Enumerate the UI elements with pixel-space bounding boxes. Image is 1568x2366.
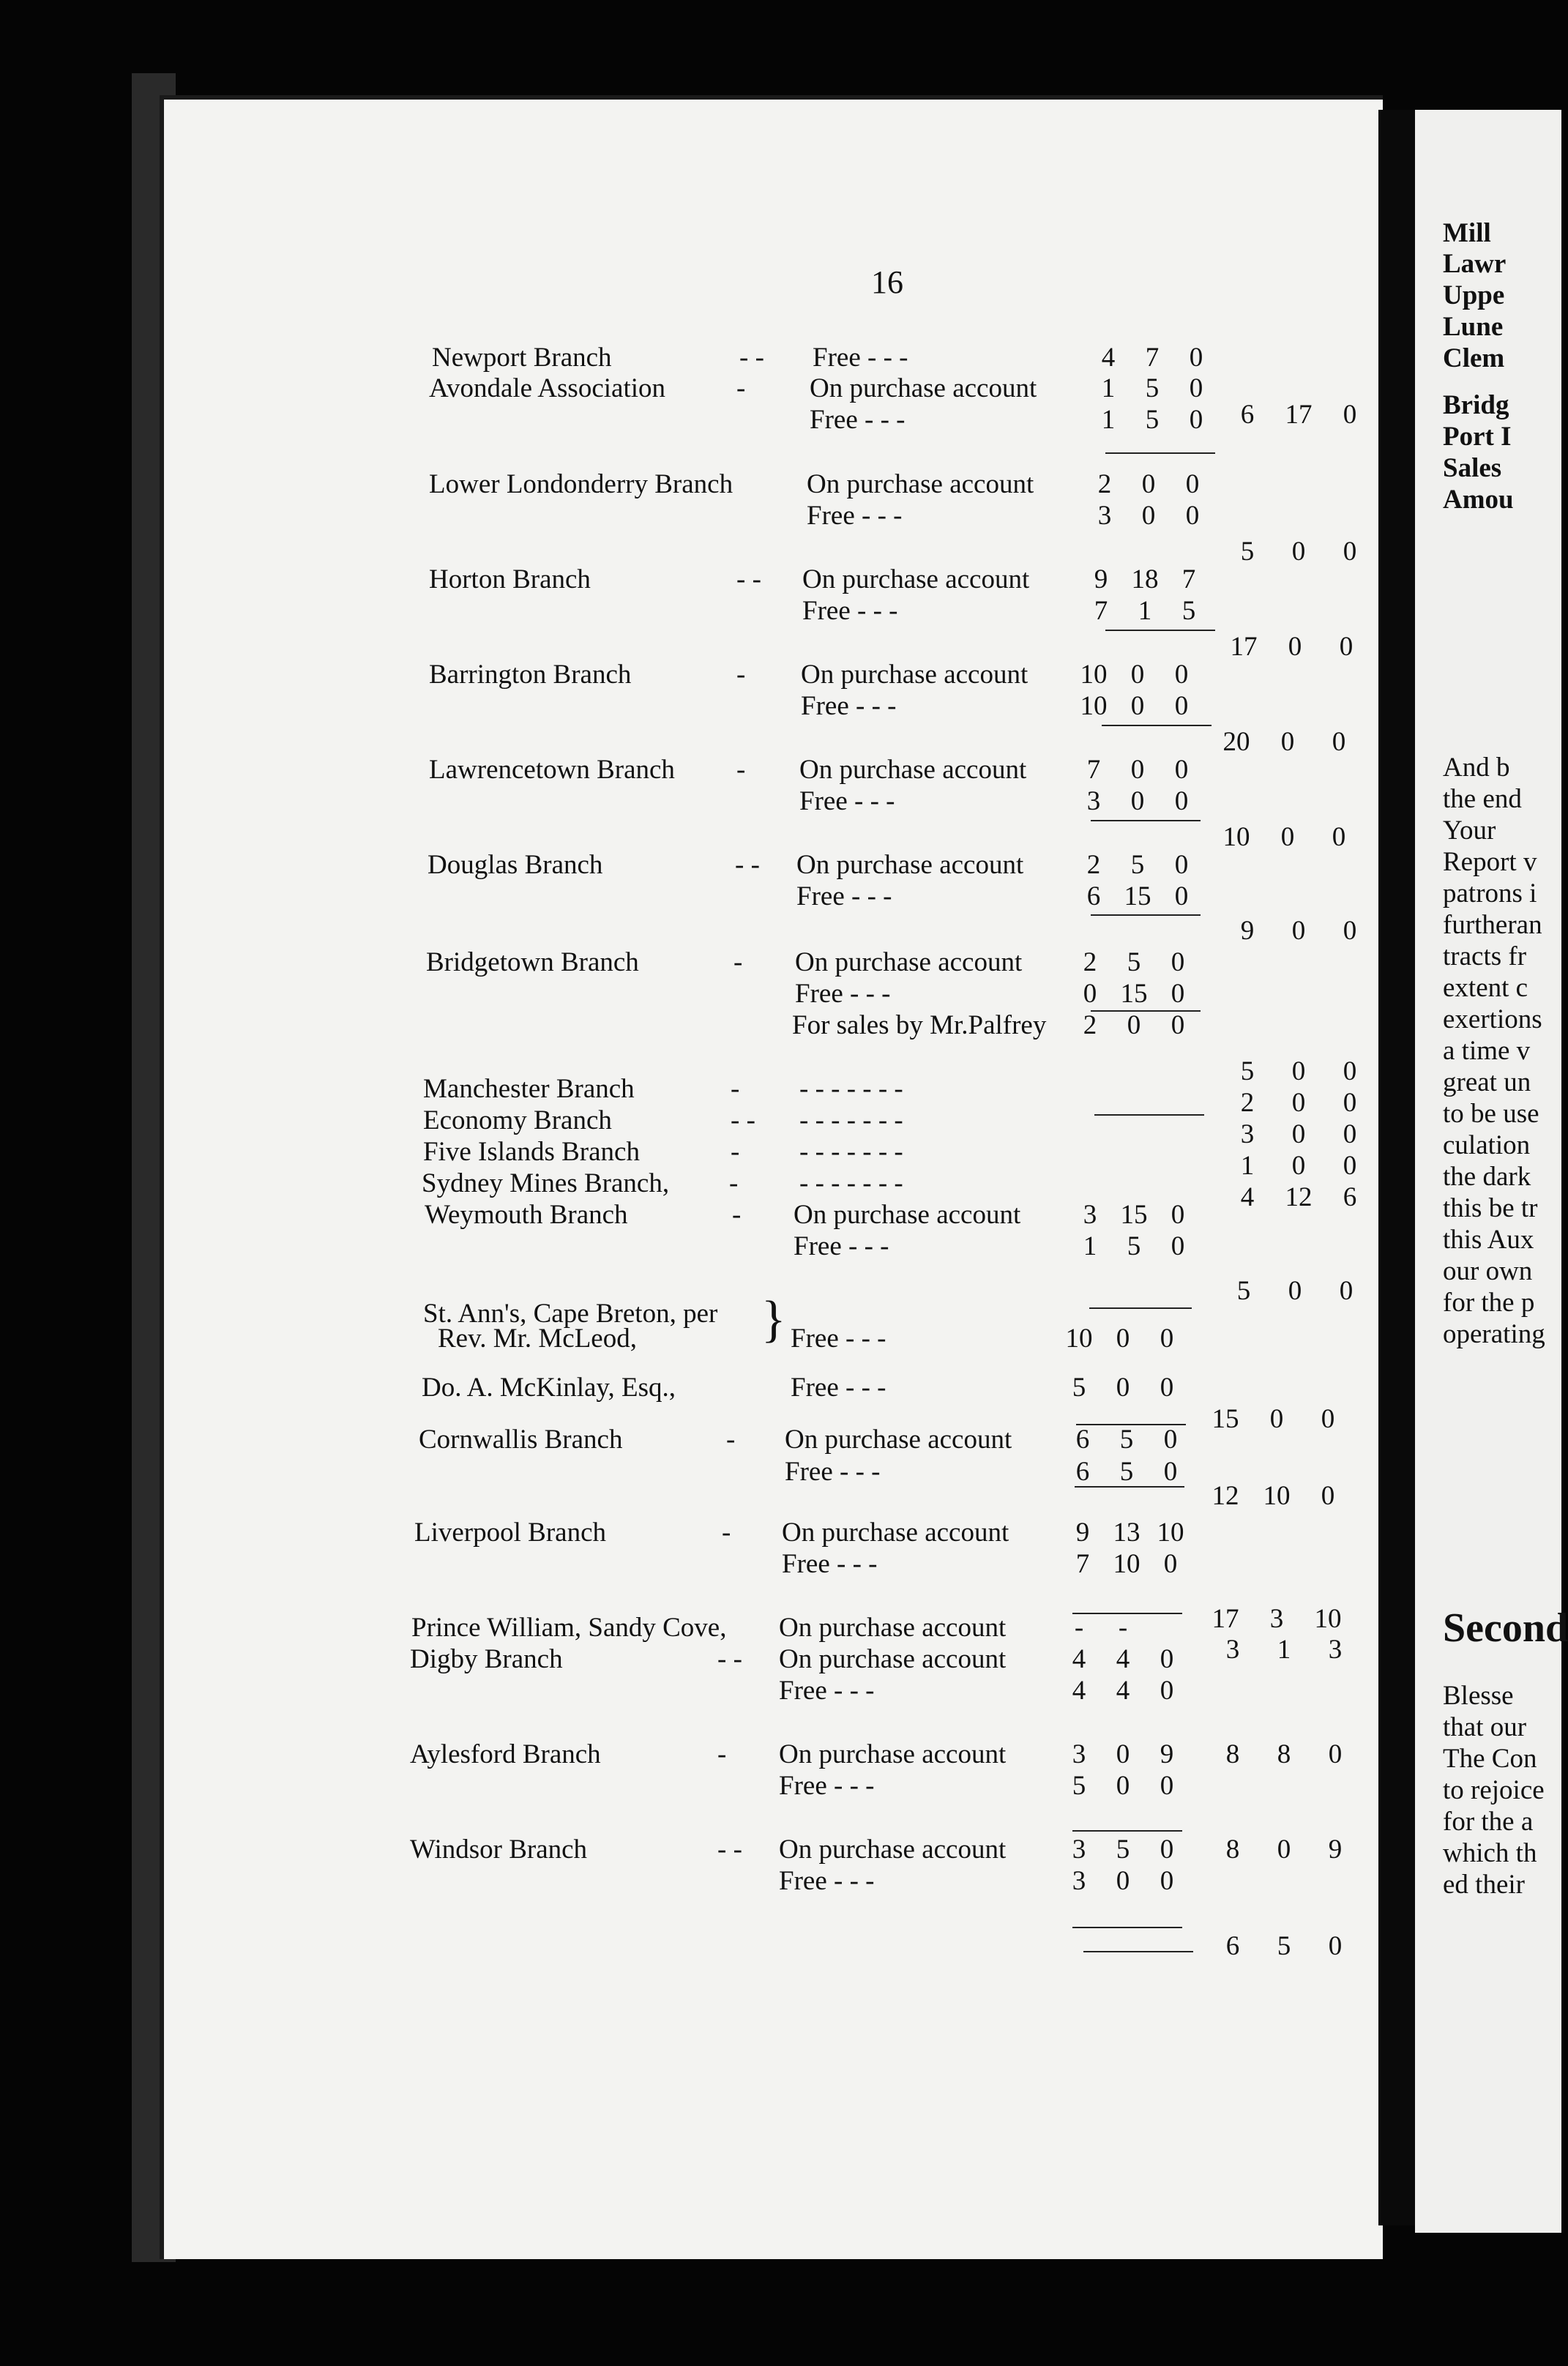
total-shillings: 0 <box>1280 727 1295 757</box>
right-page-text: Lune <box>1443 312 1504 342</box>
right-page-text: for the a <box>1443 1807 1534 1837</box>
account-type: Free - - - <box>813 343 908 373</box>
amount-pounds: 5 <box>1072 1771 1086 1801</box>
amount-pounds: 10 <box>1080 660 1108 690</box>
branch-name: Windsor Branch <box>410 1835 588 1865</box>
total-pence: 6 <box>1343 1182 1357 1212</box>
account-type: Free - - - <box>779 1676 875 1706</box>
amount-shillings: 13 <box>1113 1518 1140 1548</box>
right-page-text: the end <box>1443 784 1522 814</box>
right-page-text: our own <box>1443 1256 1533 1286</box>
total-shillings: 17 <box>1285 400 1313 430</box>
amount-shillings: 0 <box>1141 469 1156 499</box>
total-pence: 3 <box>1328 1635 1343 1665</box>
amount-shillings: 7 <box>1145 343 1160 373</box>
amount-shillings: 0 <box>1116 1866 1130 1896</box>
subtotal-rule <box>1091 1010 1201 1012</box>
branch-name: Douglas Branch <box>428 850 603 880</box>
branch-dashes: - - <box>735 850 760 880</box>
amount-shillings: 0 <box>1130 755 1145 785</box>
total-shillings: 0 <box>1288 632 1302 662</box>
amount-pounds: 6 <box>1075 1425 1090 1455</box>
amount-pence: 0 <box>1174 660 1189 690</box>
right-page-text: Sales <box>1443 453 1502 483</box>
account-type: Free - - - <box>801 691 897 721</box>
subtotal-rule <box>1105 630 1215 631</box>
account-type: On purchase account <box>801 660 1028 690</box>
amount-pence: 0 <box>1189 405 1203 435</box>
amount-pence: 7 <box>1181 564 1196 594</box>
total-pounds: 5 <box>1240 537 1255 567</box>
amount-pounds: 2 <box>1097 469 1112 499</box>
amount-pounds: 0 <box>1083 979 1097 1009</box>
total-shillings: 0 <box>1291 1056 1306 1086</box>
amount-pence: 0 <box>1163 1457 1178 1487</box>
account-type: Free - - - <box>794 1231 889 1261</box>
right-page-text: this Aux <box>1443 1225 1534 1255</box>
account-type: - - - - - - - <box>799 1105 903 1135</box>
subtotal-rule <box>1091 820 1201 821</box>
branch-name: Lawrencetown Branch <box>429 755 675 785</box>
amount-shillings: 0 <box>1116 1739 1130 1769</box>
account-type: Free - - - <box>807 501 903 531</box>
branch-name: Five Islands Branch <box>423 1137 640 1167</box>
account-type: On purchase account <box>802 564 1030 594</box>
account-type: Free - - - <box>785 1457 881 1487</box>
amount-pence: 0 <box>1174 786 1189 816</box>
amount-shillings: 15 <box>1124 881 1151 911</box>
amount-pounds: 5 <box>1072 1373 1086 1403</box>
branch-name: Horton Branch <box>429 564 591 594</box>
account-type: On purchase account <box>799 755 1027 785</box>
account-type: Free - - - <box>796 881 892 911</box>
amount-shillings: 0 <box>1130 786 1145 816</box>
total-pounds: 2 <box>1240 1088 1255 1118</box>
account-type: On purchase account <box>794 1200 1021 1230</box>
amount-pence: 0 <box>1160 1866 1174 1896</box>
right-page-text: The Con <box>1443 1744 1537 1774</box>
total-pounds: 17 <box>1230 632 1258 662</box>
amount-pence: 0 <box>1160 1373 1174 1403</box>
account-type: Free - - - <box>779 1771 875 1801</box>
amount-pounds: 2 <box>1083 1010 1097 1040</box>
amount-shillings: - <box>1118 1613 1128 1643</box>
right-page-text: a time v <box>1443 1036 1531 1066</box>
amount-shillings: 0 <box>1116 1771 1130 1801</box>
total-pence: 0 <box>1343 1119 1357 1149</box>
amount-shillings: 5 <box>1145 373 1160 403</box>
amount-pence: 0 <box>1171 947 1185 977</box>
amount-pence: 0 <box>1163 1425 1178 1455</box>
branch-dashes: - - <box>717 1644 742 1674</box>
amount-pence: 0 <box>1171 1231 1185 1261</box>
right-page-text: Clem <box>1443 343 1505 373</box>
total-pence: 0 <box>1321 1404 1335 1434</box>
subtotal-rule <box>1076 1424 1186 1425</box>
right-page-text: culation <box>1443 1130 1531 1160</box>
amount-shillings: 10 <box>1113 1549 1140 1579</box>
total-shillings: 0 <box>1277 1835 1291 1865</box>
total-pence: 0 <box>1343 916 1357 946</box>
total-pence: 0 <box>1321 1481 1335 1511</box>
account-type: On purchase account <box>795 947 1023 977</box>
total-pence: 0 <box>1343 537 1357 567</box>
subtotal-rule <box>1105 452 1215 454</box>
subtotal-rule <box>1094 1114 1204 1116</box>
right-page <box>1415 110 1568 2233</box>
total-pence: 9 <box>1328 1835 1343 1865</box>
right-page-text: And b <box>1443 753 1510 783</box>
right-page-text: patrons i <box>1443 878 1537 908</box>
amount-pence: 0 <box>1189 343 1203 373</box>
branch-dashes: - - <box>717 1835 742 1865</box>
amount-pence: 0 <box>1160 1324 1174 1354</box>
amount-shillings: 15 <box>1120 1200 1148 1230</box>
amount-pence: 0 <box>1171 979 1185 1009</box>
total-pounds: 5 <box>1240 1056 1255 1086</box>
total-pounds: 15 <box>1212 1404 1239 1434</box>
subtotal-rule <box>1072 1613 1182 1614</box>
account-type: Free - - - <box>779 1866 875 1896</box>
total-pence: 0 <box>1332 727 1346 757</box>
amount-shillings: 5 <box>1116 1835 1130 1865</box>
amount-pounds: 3 <box>1097 501 1112 531</box>
amount-pounds: 6 <box>1075 1457 1090 1487</box>
amount-pounds: 3 <box>1072 1866 1086 1896</box>
branch-name: Sydney Mines Branch, <box>422 1168 670 1198</box>
branch-dashes: - <box>736 755 746 785</box>
total-pounds: 20 <box>1222 727 1250 757</box>
amount-pounds: 9 <box>1075 1518 1090 1548</box>
amount-shillings: 0 <box>1141 501 1156 531</box>
total-pounds: 6 <box>1240 400 1255 430</box>
right-page-text: Bridg <box>1443 390 1509 420</box>
amount-pence: 5 <box>1181 596 1196 626</box>
amount-pounds: 10 <box>1065 1324 1093 1354</box>
total-pence: 0 <box>1339 1276 1354 1306</box>
branch-dashes: - <box>732 1200 742 1230</box>
total-shillings: 0 <box>1291 537 1306 567</box>
account-type: On purchase account <box>782 1518 1009 1548</box>
account-type: - - - - - - - <box>799 1168 903 1198</box>
amount-pence: 0 <box>1189 373 1203 403</box>
branch-name: Bridgetown Branch <box>426 947 639 977</box>
amount-pounds: 1 <box>1101 405 1116 435</box>
right-page-text: furtheran <box>1443 910 1542 940</box>
total-pounds: 10 <box>1222 822 1250 852</box>
right-page-text: Amou <box>1443 485 1514 515</box>
right-page-text: Your <box>1443 816 1496 846</box>
right-page-text: this be tr <box>1443 1193 1538 1223</box>
total-pounds: 1 <box>1240 1151 1255 1181</box>
total-pounds: 6 <box>1225 1931 1240 1961</box>
total-shillings: 10 <box>1263 1481 1291 1511</box>
total-shillings: 0 <box>1291 1088 1306 1118</box>
amount-shillings: 15 <box>1120 979 1148 1009</box>
total-shillings: 0 <box>1288 1276 1302 1306</box>
total-pounds: 3 <box>1240 1119 1255 1149</box>
subtotal-rule <box>1072 1830 1182 1832</box>
branch-name: Weymouth Branch <box>425 1200 628 1230</box>
branch-dashes: - <box>731 1137 740 1167</box>
right-page-text: the dark <box>1443 1162 1531 1192</box>
right-page-text: Mill <box>1443 218 1491 248</box>
account-type: On purchase account <box>779 1613 1007 1643</box>
amount-shillings: 4 <box>1116 1676 1130 1706</box>
branch-name: Rev. Mr. McLeod, <box>438 1324 637 1354</box>
branch-name: Manchester Branch <box>423 1074 635 1104</box>
amount-shillings: 5 <box>1119 1425 1134 1455</box>
amount-pence: 9 <box>1160 1739 1174 1769</box>
account-type: On purchase account <box>779 1835 1007 1865</box>
right-page-text: ed their <box>1443 1870 1525 1900</box>
total-pounds: 8 <box>1225 1739 1240 1769</box>
amount-pence: 0 <box>1174 691 1189 721</box>
amount-pounds: 1 <box>1101 373 1116 403</box>
total-shillings: 0 <box>1280 822 1295 852</box>
amount-pence: 0 <box>1174 755 1189 785</box>
total-pence: 0 <box>1339 632 1354 662</box>
account-type: Free - - - <box>782 1549 878 1579</box>
total-shillings: 0 <box>1291 1151 1306 1181</box>
right-page-text: to be use <box>1443 1099 1539 1129</box>
branch-name: Economy Branch <box>423 1105 612 1135</box>
amount-pounds: 3 <box>1083 1200 1097 1230</box>
account-type: Free - - - <box>791 1373 886 1403</box>
right-page-text: Blesse <box>1443 1681 1514 1711</box>
account-type: Free - - - <box>791 1324 886 1354</box>
total-pence: 0 <box>1343 1056 1357 1086</box>
amount-shillings: 5 <box>1119 1457 1134 1487</box>
amount-pounds: 6 <box>1086 881 1101 911</box>
account-type: Free - - - <box>810 405 906 435</box>
right-page-heading: Second <box>1443 1605 1568 1651</box>
amount-pence: 0 <box>1171 1200 1185 1230</box>
total-pence: 0 <box>1343 1151 1357 1181</box>
branch-name: Liverpool Branch <box>414 1518 606 1548</box>
right-page-text: Report v <box>1443 847 1537 877</box>
amount-pence: 0 <box>1174 881 1189 911</box>
total-shillings: 0 <box>1269 1404 1284 1434</box>
account-type: On purchase account <box>796 850 1024 880</box>
total-pounds: 12 <box>1212 1481 1239 1511</box>
amount-shillings: 5 <box>1145 405 1160 435</box>
subtotal-rule <box>1072 1927 1182 1928</box>
account-type: On purchase account <box>785 1425 1012 1455</box>
branch-dashes: - <box>726 1425 736 1455</box>
amount-shillings: 0 <box>1116 1324 1130 1354</box>
total-pounds: 4 <box>1240 1182 1255 1212</box>
page-number: 16 <box>871 264 903 300</box>
subtotal-rule <box>1091 914 1201 916</box>
total-pence: 0 <box>1343 400 1357 430</box>
total-pounds: 3 <box>1225 1635 1240 1665</box>
amount-pounds: 10 <box>1080 691 1108 721</box>
amount-pence: 0 <box>1160 1835 1174 1865</box>
amount-shillings: 0 <box>1116 1373 1130 1403</box>
account-type: On purchase account <box>779 1739 1007 1769</box>
right-page-text: tracts fr <box>1443 941 1527 971</box>
account-type: On purchase account <box>779 1644 1007 1674</box>
branch-dashes: - <box>731 1074 740 1104</box>
total-pounds: 8 <box>1225 1835 1240 1865</box>
branch-dashes: - <box>733 947 743 977</box>
branch-name: Digby Branch <box>410 1644 563 1674</box>
amount-pounds: 7 <box>1075 1549 1090 1579</box>
branch-name: Lower Londonderry Branch <box>429 469 733 499</box>
account-type: Free - - - <box>795 979 891 1009</box>
subtotal-rule <box>1075 1486 1184 1488</box>
right-page-text: which th <box>1443 1838 1537 1868</box>
amount-pence: 10 <box>1157 1518 1184 1548</box>
account-type: On purchase account <box>807 469 1034 499</box>
branch-name: Barrington Branch <box>429 660 632 690</box>
total-shillings: 0 <box>1291 1119 1306 1149</box>
branch-name: St. Ann's, Cape Breton, per <box>423 1299 718 1329</box>
total-pence: 0 <box>1328 1739 1343 1769</box>
amount-pounds: 7 <box>1086 755 1101 785</box>
account-type: - - - - - - - <box>799 1074 903 1104</box>
branch-dashes: - - <box>731 1105 755 1135</box>
amount-pounds: 7 <box>1094 596 1108 626</box>
amount-pence: 0 <box>1174 850 1189 880</box>
right-page-text: great un <box>1443 1067 1531 1097</box>
branch-dashes: - <box>717 1739 727 1769</box>
branch-dashes: - <box>722 1518 731 1548</box>
amount-pence: 0 <box>1163 1549 1178 1579</box>
amount-pounds: 3 <box>1072 1739 1086 1769</box>
branch-name: Cornwallis Branch <box>419 1425 623 1455</box>
amount-shillings: 5 <box>1130 850 1145 880</box>
amount-pounds: 2 <box>1083 947 1097 977</box>
right-page-text: that our <box>1443 1712 1527 1742</box>
page-gutter <box>1378 110 1415 2225</box>
right-page-text: Port I <box>1443 422 1512 452</box>
amount-shillings: 0 <box>1127 1010 1141 1040</box>
amount-shillings: 4 <box>1116 1644 1130 1674</box>
right-page-text: Uppe <box>1443 280 1505 310</box>
total-pounds: 17 <box>1212 1604 1239 1634</box>
total-shillings: 3 <box>1269 1604 1284 1634</box>
amount-shillings: 5 <box>1127 947 1141 977</box>
branch-dashes: - - <box>739 343 764 373</box>
amount-pounds: 4 <box>1072 1676 1086 1706</box>
branch-name: Do. A. McKinlay, Esq., <box>422 1373 676 1403</box>
amount-pounds: 3 <box>1072 1835 1086 1865</box>
branch-dashes: - <box>736 660 746 690</box>
subtotal-rule <box>1102 725 1212 726</box>
total-shillings: 8 <box>1277 1739 1291 1769</box>
branch-name: Aylesford Branch <box>410 1739 601 1769</box>
total-pounds: 5 <box>1236 1276 1251 1306</box>
right-page-text: extent c <box>1443 973 1528 1003</box>
amount-pence: 0 <box>1160 1644 1174 1674</box>
branch-name: Avondale Association <box>429 373 666 403</box>
amount-pounds: 1 <box>1083 1231 1097 1261</box>
total-pence: 0 <box>1328 1931 1343 1961</box>
amount-shillings: 0 <box>1130 660 1145 690</box>
total-shillings: 0 <box>1291 916 1306 946</box>
branch-dashes: - <box>729 1168 739 1198</box>
branch-dashes: - - <box>736 564 761 594</box>
total-pence: 10 <box>1314 1604 1342 1634</box>
brace-icon: } <box>761 1291 786 1348</box>
right-page-text: Lawr <box>1443 249 1507 279</box>
amount-pounds: - <box>1074 1613 1084 1643</box>
right-page-text: for the p <box>1443 1288 1535 1318</box>
amount-pounds: 3 <box>1086 786 1101 816</box>
total-shillings: 1 <box>1277 1635 1291 1665</box>
account-type: For sales by Mr.Palfrey <box>792 1010 1047 1040</box>
account-type: Free - - - <box>802 596 898 626</box>
total-shillings: 5 <box>1277 1931 1291 1961</box>
total-pence: 0 <box>1332 822 1346 852</box>
branch-name: Prince William, Sandy Cove, <box>411 1613 727 1643</box>
amount-shillings: 1 <box>1138 596 1152 626</box>
branch-name: Newport Branch <box>432 343 612 373</box>
account-type: - - - - - - - <box>799 1137 903 1167</box>
amount-pounds: 4 <box>1072 1644 1086 1674</box>
total-shillings: 12 <box>1285 1182 1313 1212</box>
amount-shillings: 18 <box>1131 564 1159 594</box>
branch-dashes: - <box>736 373 746 403</box>
total-pence: 0 <box>1343 1088 1357 1118</box>
amount-pence: 0 <box>1160 1771 1174 1801</box>
right-page-text: operating <box>1443 1319 1545 1349</box>
right-page-text: exertions <box>1443 1004 1542 1034</box>
amount-pence: 0 <box>1160 1676 1174 1706</box>
amount-pounds: 2 <box>1086 850 1101 880</box>
subtotal-rule <box>1083 1951 1193 1952</box>
amount-shillings: 5 <box>1127 1231 1141 1261</box>
right-page-text: to rejoice <box>1443 1775 1545 1805</box>
subtotal-rule <box>1089 1307 1192 1309</box>
account-type: On purchase account <box>810 373 1037 403</box>
account-type: Free - - - <box>799 786 895 816</box>
amount-pence: 0 <box>1171 1010 1185 1040</box>
amount-pence: 0 <box>1185 469 1200 499</box>
total-pounds: 9 <box>1240 916 1255 946</box>
amount-pounds: 4 <box>1101 343 1116 373</box>
amount-shillings: 0 <box>1130 691 1145 721</box>
amount-pence: 0 <box>1185 501 1200 531</box>
amount-pounds: 9 <box>1094 564 1108 594</box>
